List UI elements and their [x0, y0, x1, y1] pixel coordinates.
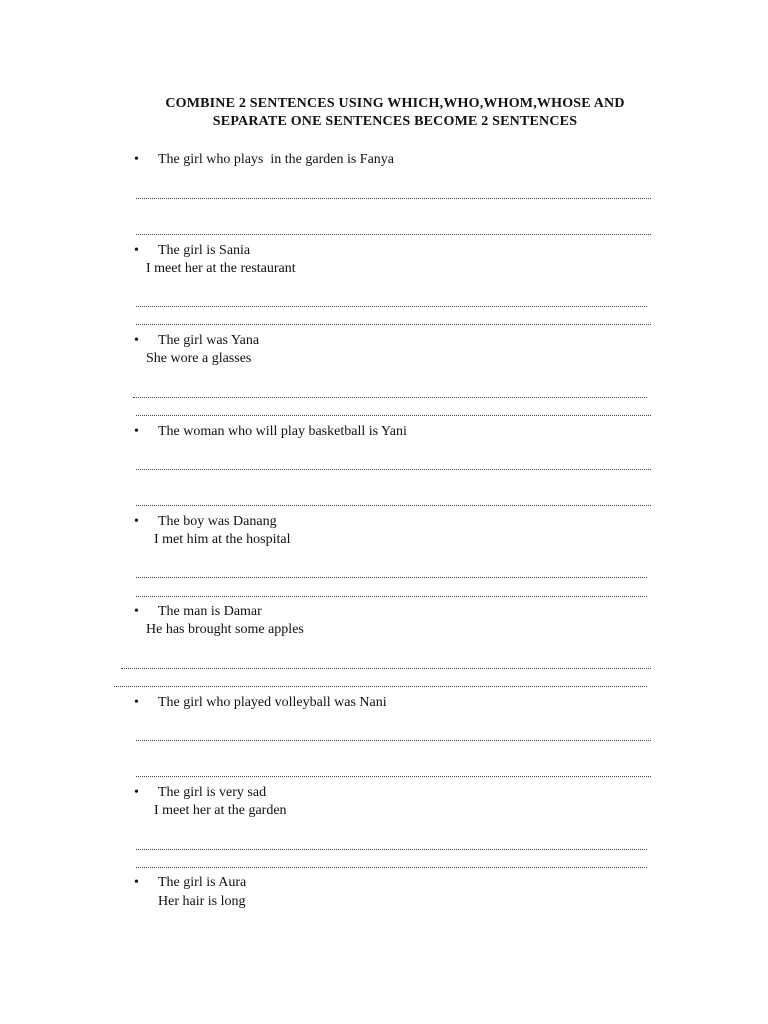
answer-line-6b[interactable]	[114, 686, 647, 687]
item-1-sentence: The girl who plays in the garden is Fanya	[158, 152, 395, 167]
bullet-icon: •	[134, 875, 139, 890]
answer-line-5a[interactable]	[136, 577, 647, 578]
title-line-2: SEPARATE ONE SENTENCES BECOME 2 SENTENCES	[212, 114, 578, 129]
item-4-sentence: The woman who will play basketball is Yani	[158, 424, 407, 439]
answer-line-5b[interactable]	[136, 596, 647, 597]
bullet-icon: •	[134, 333, 139, 348]
answer-line-1a[interactable]	[136, 198, 651, 199]
answer-line-2a[interactable]	[136, 306, 647, 307]
answer-line-8b[interactable]	[136, 867, 647, 868]
item-8-second-sentence: I meet her at the garden	[154, 803, 287, 818]
item-6-second-sentence: He has brought some apples	[146, 622, 304, 637]
item-3-second-sentence: She wore a glasses	[146, 351, 252, 366]
bullet-icon: •	[134, 243, 139, 258]
bullet-icon: •	[134, 424, 139, 439]
item-9-second-sentence: Her hair is long	[158, 894, 246, 909]
item-7-sentence: The girl who played volleyball was Nani	[158, 695, 387, 710]
answer-line-7b[interactable]	[136, 776, 651, 777]
item-8-sentence: The girl is very sad	[158, 785, 267, 800]
item-6-sentence: The man is Damar	[158, 604, 262, 619]
bullet-icon: •	[134, 695, 139, 710]
answer-line-3a[interactable]	[133, 397, 647, 398]
bullet-icon: •	[134, 514, 139, 529]
answer-line-8a[interactable]	[136, 849, 647, 850]
answer-line-2b[interactable]	[136, 324, 651, 325]
answer-line-1b[interactable]	[136, 234, 651, 235]
item-9-sentence: The girl is Aura	[158, 875, 247, 890]
bullet-icon: •	[134, 152, 139, 167]
answer-line-4a[interactable]	[136, 469, 651, 470]
item-2-sentence: The girl is Sania	[158, 243, 251, 258]
answer-line-7a[interactable]	[136, 740, 651, 741]
bullet-icon: •	[134, 785, 139, 800]
bullet-icon: •	[134, 604, 139, 619]
item-2-second-sentence: I meet her at the restaurant	[146, 261, 296, 276]
title-line-1: COMBINE 2 SENTENCES USING WHICH,WHO,WHOM,WHOSE AND	[165, 96, 625, 111]
answer-line-4b[interactable]	[136, 505, 651, 506]
answer-line-6a[interactable]	[121, 668, 651, 669]
item-5-sentence: The boy was Danang	[158, 514, 277, 529]
item-5-second-sentence: I met him at the hospital	[154, 532, 291, 547]
answer-line-3b[interactable]	[136, 415, 651, 416]
item-3-sentence: The girl was Yana	[158, 333, 260, 348]
